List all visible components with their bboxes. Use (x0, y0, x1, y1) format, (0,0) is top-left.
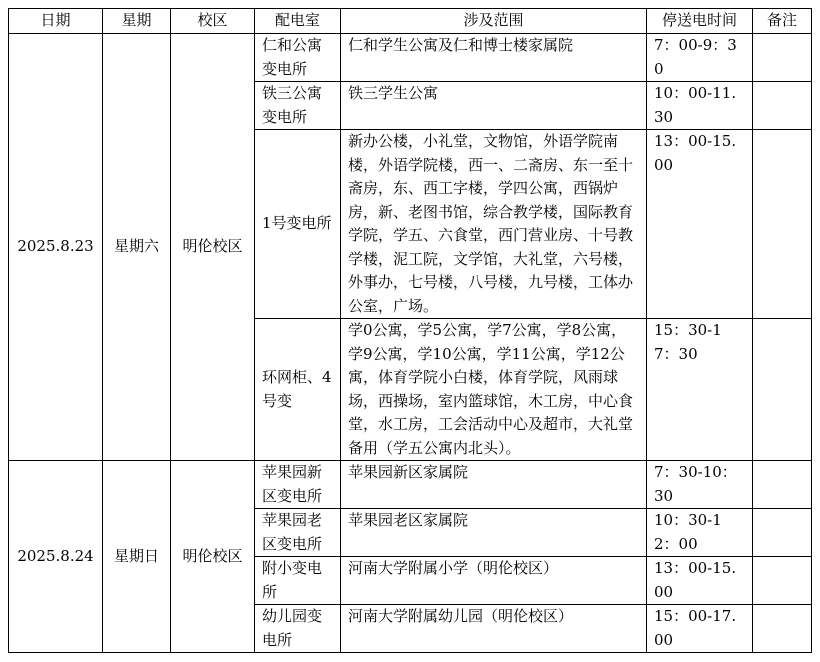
note-cell (753, 130, 812, 319)
room-cell: 附小变电所 (255, 557, 341, 605)
power-outage-schedule-table (8, 8, 812, 653)
header-note: 备注 (753, 9, 812, 34)
scope-cell: 新办公楼，小礼堂，文物馆，外语学院南楼，外语学院楼，西一、二斋房、东一至十斋房，东、西工字楼，学四公寓，西锅炉房，新、老图书馆，综合教学楼，国际教育学院，学五、六食堂，西门营业房、十号教学楼，泥工院，文学馆，大礼堂，六号楼，外事办，七号楼，八号楼，九号楼，工体办公室，广场。 (341, 130, 647, 319)
table-row (9, 461, 812, 509)
note-cell (753, 557, 812, 605)
time-cell: 10：30-12：00 (647, 509, 753, 557)
time-cell: 15：30-17：30 (647, 319, 753, 461)
room-cell: 幼儿园变电所 (255, 605, 341, 653)
header-row (9, 9, 812, 34)
scope-cell: 铁三学生公寓 (341, 82, 647, 130)
room-cell: 1号变电所 (255, 130, 341, 319)
time-cell: 10：00-11.30 (647, 82, 753, 130)
time-cell: 13：00-15.00 (647, 130, 753, 319)
room-cell: 铁三公寓变电所 (255, 82, 341, 130)
note-cell (753, 509, 812, 557)
header-room: 配电室 (255, 9, 341, 34)
scope-cell: 学0公寓，学5公寓，学7公寓，学8公寓，学9公寓，学10公寓，学11公寓，学12公寓，体育学院小白楼，体育学院，风雨球场，西操场，室内篮球馆，木工房，中心食堂，水工房，工会活动中心及超市，大礼堂备用（学五公寓内北头）。 (341, 319, 647, 461)
header-weekday: 星期 (103, 9, 171, 34)
time-cell: 15：00-17.00 (647, 605, 753, 653)
scope-cell: 苹果园老区家属院 (341, 509, 647, 557)
scope-cell: 苹果园新区家属院 (341, 461, 647, 509)
room-cell: 环网柜、4号变 (255, 319, 341, 461)
header-date: 日期 (9, 9, 103, 34)
date-cell: 2025.8.24 (9, 461, 103, 653)
weekday-cell: 星期六 (103, 34, 171, 461)
note-cell (753, 605, 812, 653)
note-cell (753, 82, 812, 130)
room-cell: 苹果园老区变电所 (255, 509, 341, 557)
header-scope: 涉及范围 (341, 9, 647, 34)
room-cell: 仁和公寓变电所 (255, 34, 341, 82)
date-cell: 2025.8.23 (9, 34, 103, 461)
note-cell (753, 319, 812, 461)
table-row (9, 34, 812, 82)
time-cell: 13：00-15.00 (647, 557, 753, 605)
room-cell: 苹果园新区变电所 (255, 461, 341, 509)
header-campus: 校区 (171, 9, 255, 34)
scope-cell: 河南大学附属小学（明伦校区） (341, 557, 647, 605)
campus-cell: 明伦校区 (171, 34, 255, 461)
time-cell: 7：30-10：30 (647, 461, 753, 509)
scope-cell: 河南大学附属幼儿园（明伦校区） (341, 605, 647, 653)
campus-cell: 明伦校区 (171, 461, 255, 653)
time-cell: 7：00-9：30 (647, 34, 753, 82)
scope-cell: 仁和学生公寓及仁和博士楼家属院 (341, 34, 647, 82)
weekday-cell: 星期日 (103, 461, 171, 653)
note-cell (753, 461, 812, 509)
header-time: 停送电时间 (647, 9, 753, 34)
note-cell (753, 34, 812, 82)
